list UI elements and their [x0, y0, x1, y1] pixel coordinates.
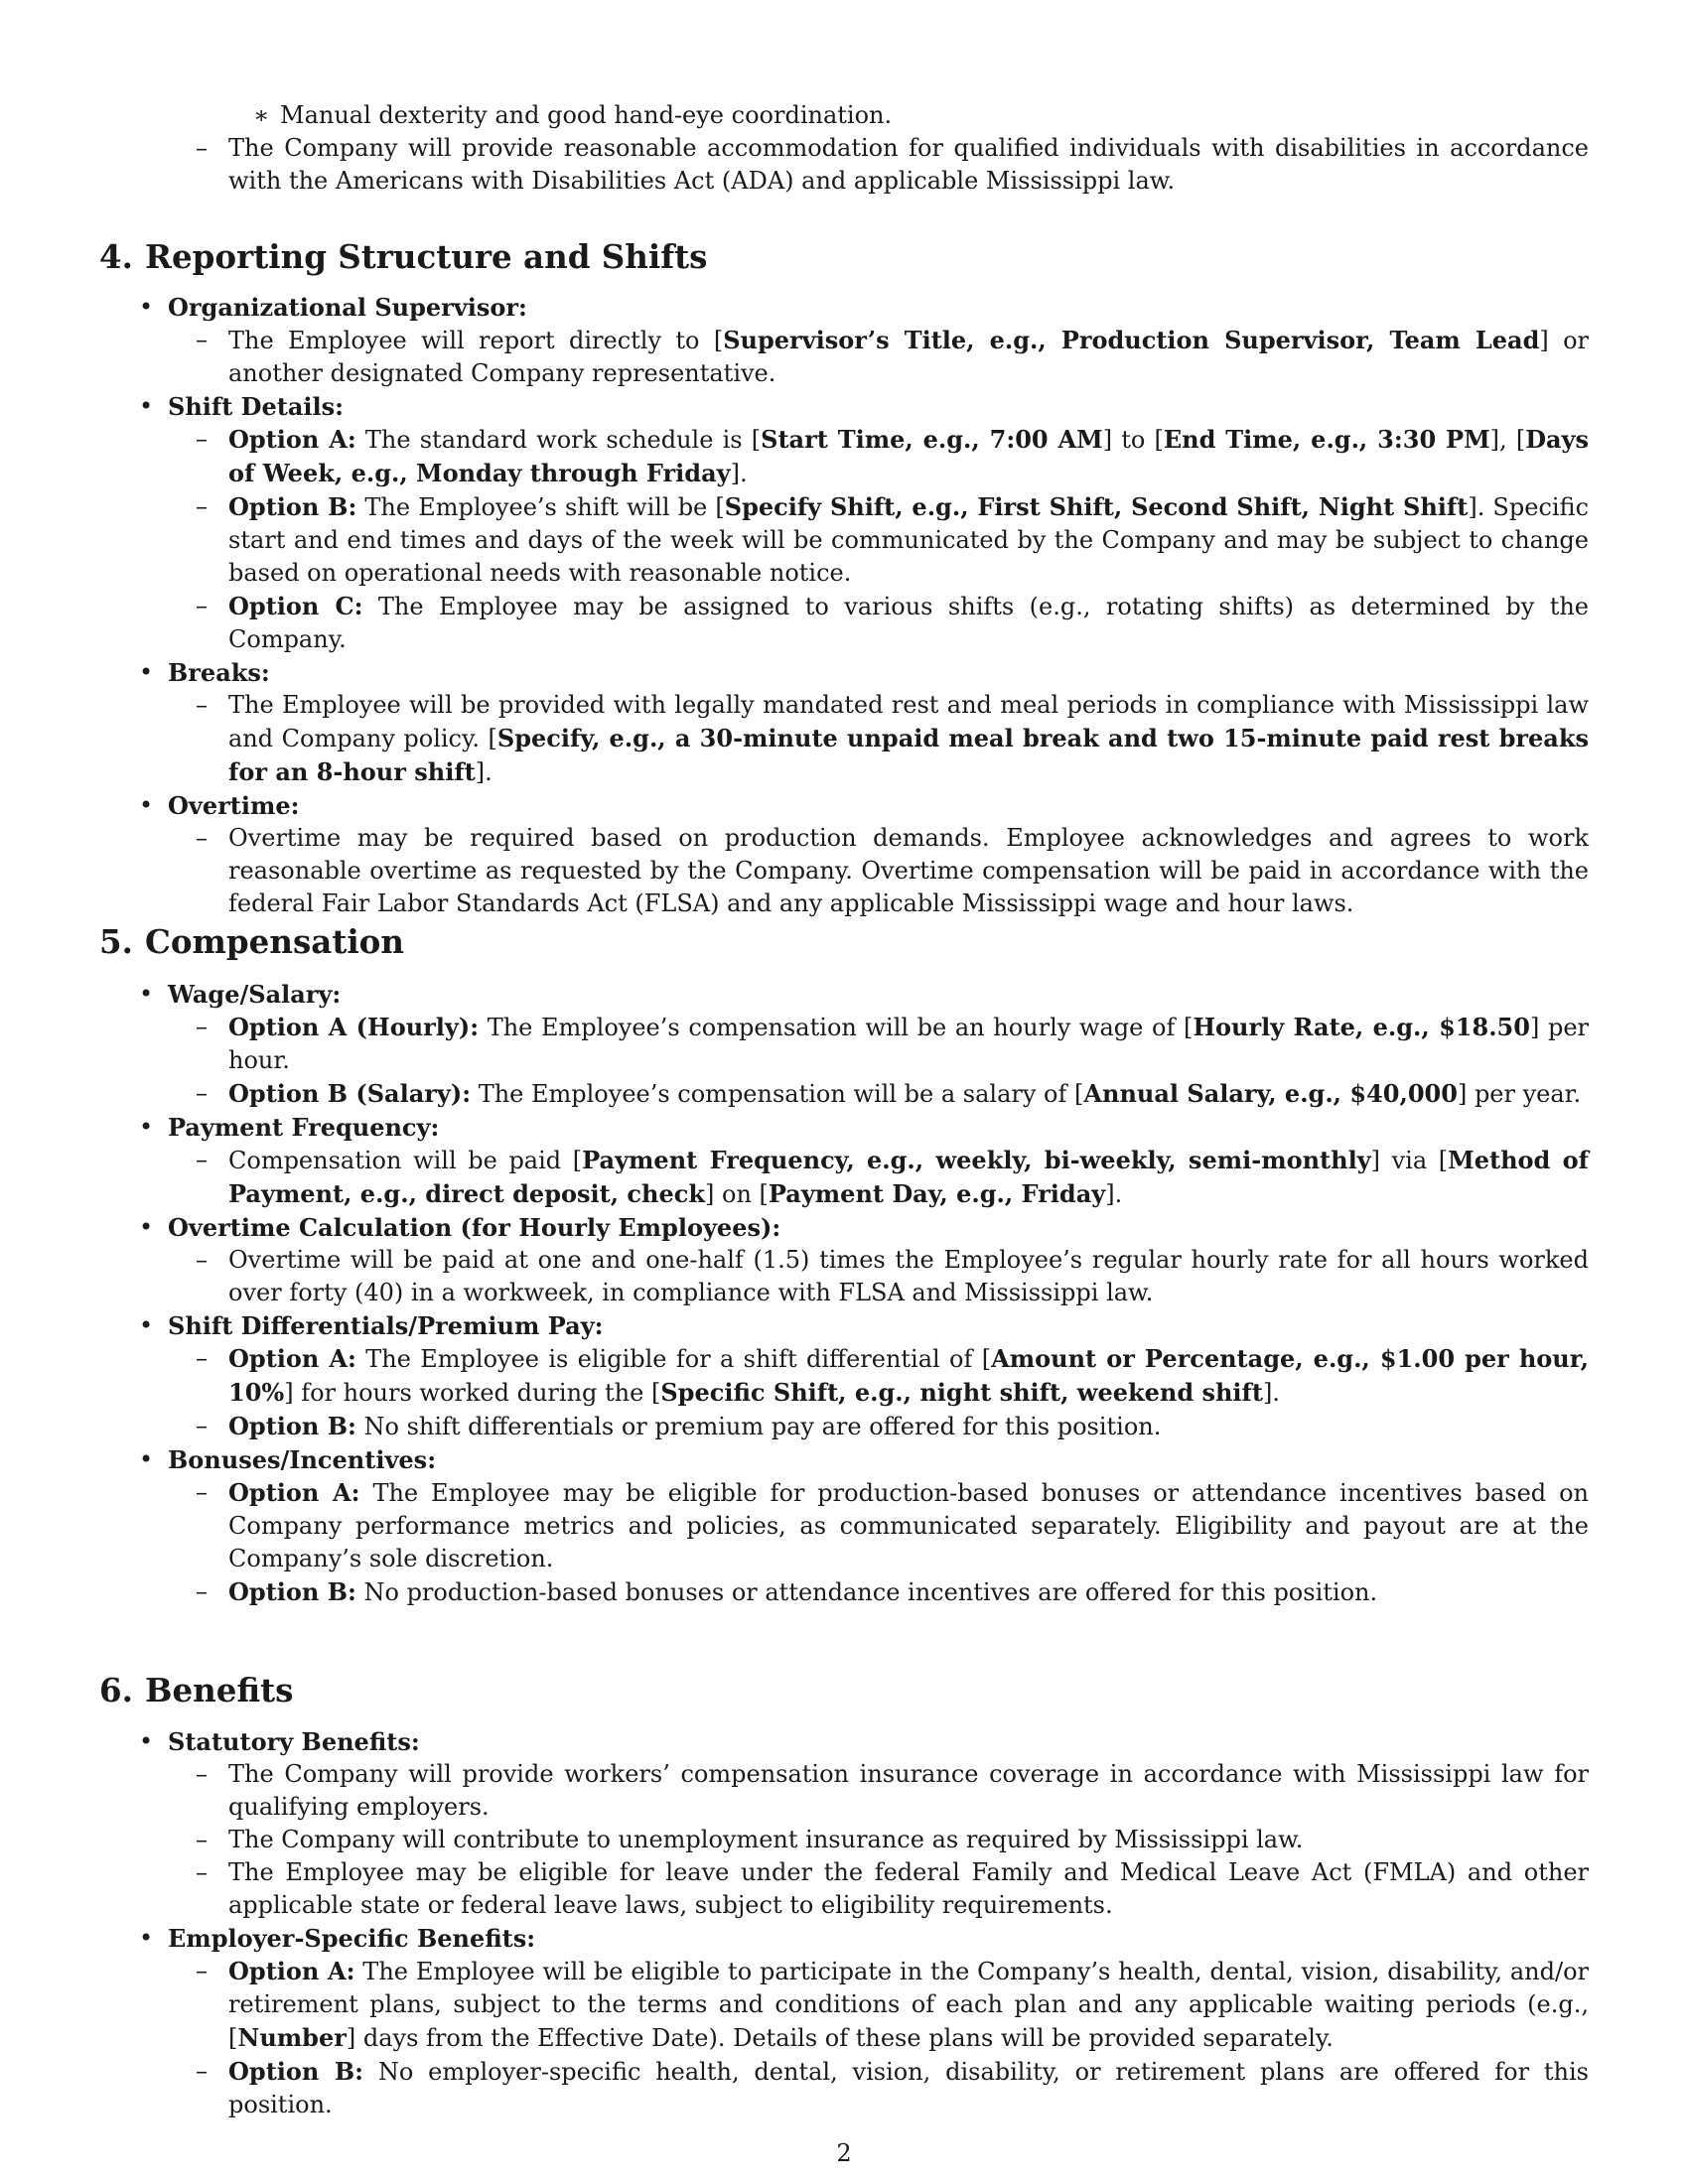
section-5	[99, 921, 1589, 963]
bonuses-label: • Bonuses/Incentives:	[99, 1443, 1589, 1476]
intro-bullet: ∗ Manual dexterity and good hand-eye coordination.	[99, 99, 1589, 132]
section-number: 4.	[99, 237, 133, 276]
payment-frequency-text: – Compensation will be paid [Payment Frequency, e.g., weekly, bi-weekly, semi-monthly] via [Method of Payment, e.g., direct deposit, check] on [Payment Day, e.g., Friday].	[99, 1144, 1589, 1211]
supervisor-text: – The Employee will report directly to [Supervisor’s Title, e.g., Production Supervisor, Team Lead] or another designated Company representative.	[99, 324, 1589, 390]
shift-option-a: – Option A: The standard work schedule is [Start Time, e.g., 7:00 AM] to [End Time, e.g., 3:30 PM], [Days of Week, e.g., Monday through Friday].	[99, 423, 1589, 490]
section-number: 5.	[99, 922, 133, 961]
wage-option-salary: – Option B (Salary): The Employee’s compensation will be a salary of [Annual Salary, e.g., $40,000] per year.	[99, 1077, 1589, 1111]
bonus-option-b: – Option B: No production-based bonuses or attendance incentives are offered for this position.	[99, 1575, 1589, 1609]
differential-option-b: – Option B: No shift differentials or premium pay are offered for this position.	[99, 1410, 1589, 1443]
wage-label: • Wage/Salary:	[99, 978, 1589, 1011]
section-4-heading	[99, 236, 1589, 278]
supervisor-label: • Organizational Supervisor:	[99, 291, 1589, 324]
ada-accommodation: – The Company will provide reasonable accommodation for qualified individuals with disabilities in accordance with the Americans with Disabilities Act (ADA) and applicable Mississippi law.	[99, 132, 1589, 198]
section-6	[99, 1670, 1589, 1711]
overtime-calc-label: • Overtime Calculation (for Hourly Employees):	[99, 1211, 1589, 1244]
statutory-fmla: – The Employee may be eligible for leave under the federal Family and Medical Leave Act (FMLA) and other applicable state or federal leave laws, subject to eligibility requirements.	[99, 1856, 1589, 1922]
overtime-text: – Overtime may be required based on production demands. Employee acknowledges and agrees to work reasonable overtime as requested by the Company. Overtime compensation will be paid in accordance with the federal Fair Labor Standards Act (FLSA) and any applicable Mississippi wage and hour laws.	[99, 822, 1589, 920]
statutory-workers-comp: – The Company will provide workers’ compensation insurance coverage in accordance with Mississippi law for qualifying employers.	[99, 1758, 1589, 1824]
section-4-body	[99, 291, 1589, 920]
statutory-benefits-label: • Statutory Benefits:	[99, 1725, 1589, 1758]
page-number: 2	[836, 2139, 852, 2167]
differential-option-a: – Option A: The Employee is eligible for a shift differential of [Amount or Percentage, e.g., $1.00 per hour, 10%] for hours worked during the [Specific Shift, e.g., night shift, weekend shift].	[99, 1342, 1589, 1410]
section-4	[99, 236, 1589, 278]
employer-option-a: – Option A: The Employee will be eligible to participate in the Company’s health, dental, vision, disability, and/or retirement plans, subject to the terms and conditions of each plan and any applicable waiting periods (e.g., [Number] days from the Effective Date). Details of these plans will be provided separately.	[99, 1955, 1589, 2055]
intro-block	[99, 99, 1589, 198]
overtime-label: • Overtime:	[99, 789, 1589, 822]
shift-option-c: – Option C: The Employee may be assigned to various shifts (e.g., rotating shifts) as determined by the Company.	[99, 590, 1589, 656]
overtime-calc-text: – Overtime will be paid at one and one-half (1.5) times the Employee’s regular hourly rate for all hours worked over forty (40) in a workweek, in compliance with FLSA and Mississippi law.	[99, 1244, 1589, 1309]
bonus-option-a: – Option A: The Employee may be eligible for production-based bonuses or attendance incentives based on Company performance metrics and policies, as communicated separately. Eligibility and payout are at the Company’s sole discretion.	[99, 1476, 1589, 1575]
section-number: 6.	[99, 1671, 133, 1709]
employer-option-b: – Option B: No employer-specific health, dental, vision, disability, or retirement plans are offered for this position.	[99, 2055, 1589, 2121]
statutory-unemployment: – The Company will contribute to unemployment insurance as required by Mississippi law.	[99, 1824, 1589, 1856]
section-6-body	[99, 1725, 1589, 2121]
section-5-body	[99, 978, 1589, 1609]
payment-frequency-label: • Payment Frequency:	[99, 1111, 1589, 1144]
section-5-heading	[99, 921, 1589, 963]
section-title: Reporting Structure and Shifts	[145, 237, 708, 276]
employer-benefits-label: • Employer-Specific Benefits:	[99, 1922, 1589, 1955]
breaks-text: – The Employee will be provided with legally mandated rest and meal periods in compliance with Mississippi law and Company policy. [Specify, e.g., a 30-minute unpaid meal break and two 15-minute paid rest breaks for an 8-hour shift].	[99, 689, 1589, 789]
shift-differential-label: • Shift Differentials/Premium Pay:	[99, 1309, 1589, 1342]
section-title: Benefits	[145, 1671, 294, 1709]
section-6-heading	[99, 1670, 1589, 1711]
shift-option-b: – Option B: The Employee’s shift will be [Specify Shift, e.g., First Shift, Second Shift, Night Shift]. Specific start and end times and days of the week will be communicated by the Company and may be subject to change based on operational needs with reasonable notice.	[99, 490, 1589, 590]
breaks-label: • Breaks:	[99, 656, 1589, 689]
wage-option-hourly: – Option A (Hourly): The Employee’s compensation will be an hourly wage of [Hourly Rate, e.g., $18.50] per hour.	[99, 1011, 1589, 1077]
shift-details-label: • Shift Details:	[99, 390, 1589, 423]
section-title: Compensation	[145, 922, 404, 961]
